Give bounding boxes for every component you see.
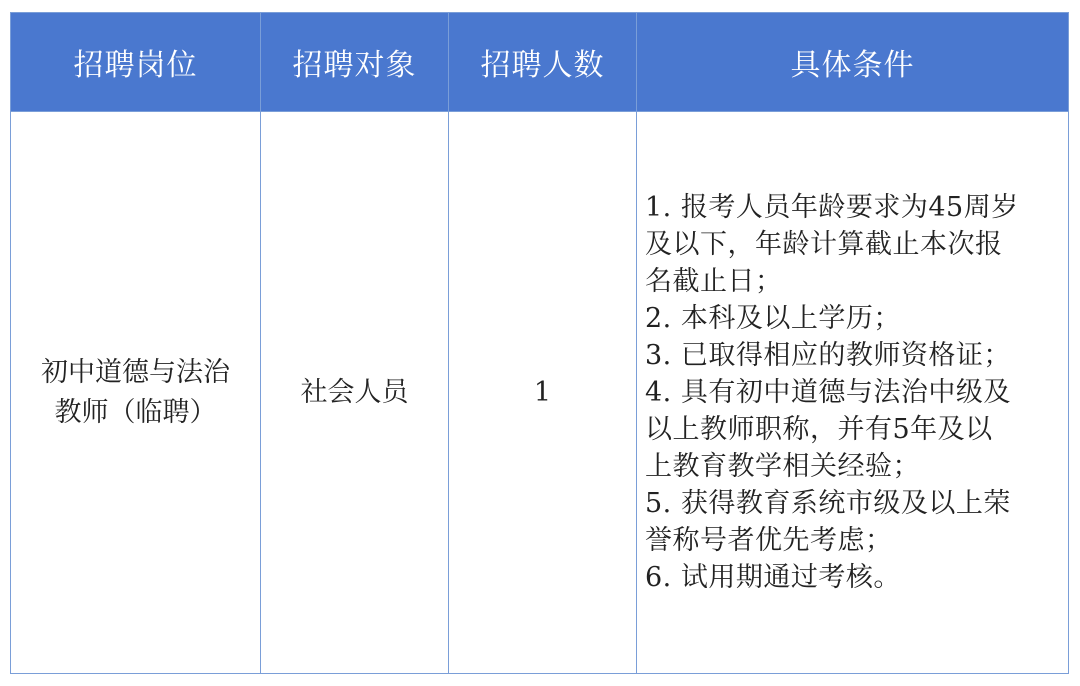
header-target: 招聘对象: [261, 13, 449, 112]
header-requirements: 具体条件: [637, 13, 1069, 112]
cell-requirements: [637, 112, 1069, 674]
table-body: [11, 112, 1069, 674]
requirement-line: 2. 本科及以上学历；: [645, 303, 901, 334]
requirement-line: 3. 已取得相应的教师资格证；: [645, 340, 1011, 371]
cell-count: 1: [449, 112, 637, 674]
recruitment-table: [10, 12, 1069, 674]
table-row: [11, 112, 1069, 674]
header-position: 招聘岗位: [11, 13, 261, 112]
requirement-line: 5. 获得教育系统市级及以上荣: [645, 488, 1011, 519]
header-count: 招聘人数: [449, 13, 637, 112]
recruitment-table-container: [10, 12, 1068, 674]
requirement-line: 6. 试用期通过考核。: [645, 562, 901, 593]
requirement-line: 以上教师职称，并有5年及以: [645, 414, 993, 445]
header-row: [11, 13, 1069, 112]
requirement-line: 1. 报考人员年龄要求为45周岁: [645, 192, 1019, 223]
requirement-line: 誉称号者优先考虑；: [645, 525, 893, 556]
position-line-2: 教师（临聘）: [54, 396, 217, 428]
cell-target: 社会人员: [261, 112, 449, 674]
cell-position: [11, 112, 261, 674]
requirement-line: 上教育教学相关经验；: [645, 451, 920, 482]
requirement-line: 4. 具有初中道德与法治中级及: [645, 377, 1011, 408]
requirement-line: 名截止日；: [645, 266, 783, 297]
position-line-1: 初中道德与法治: [41, 356, 230, 388]
table-header: [11, 13, 1069, 112]
requirement-line: 及以下，年龄计算截止本次报: [645, 229, 1003, 260]
